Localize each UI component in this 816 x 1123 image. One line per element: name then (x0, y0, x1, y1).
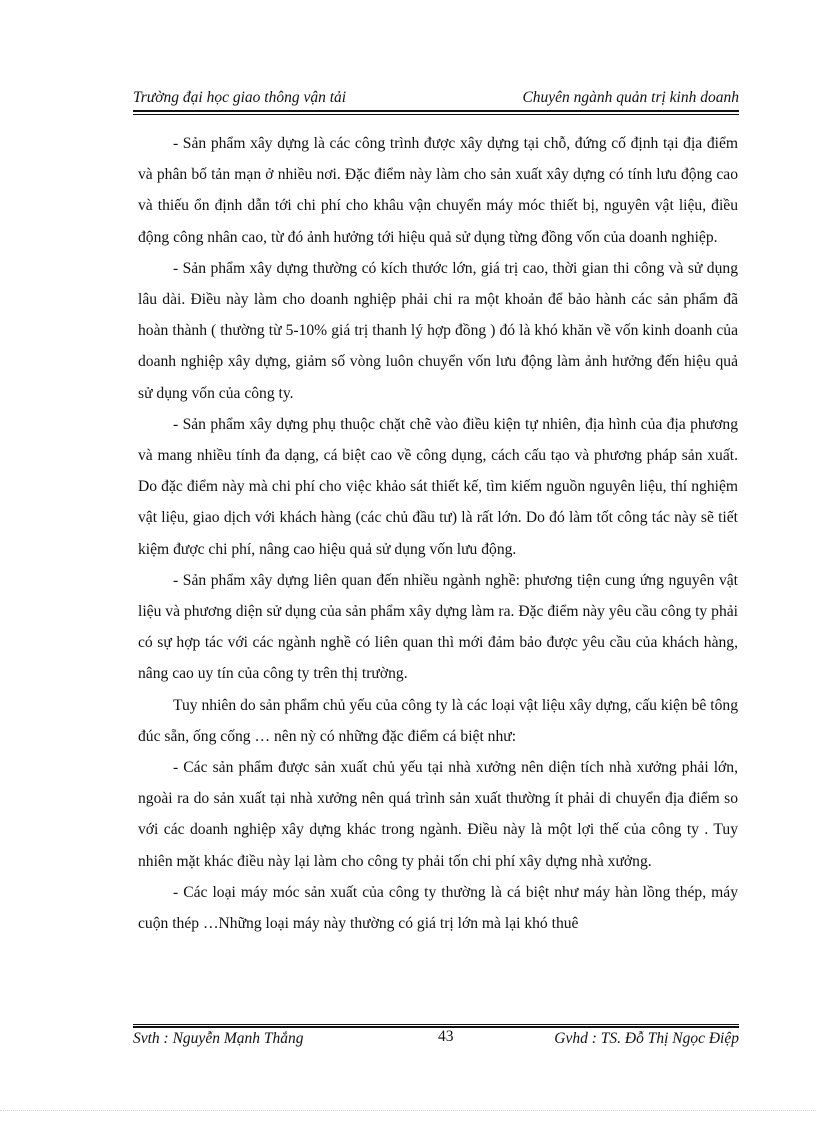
paragraph-1: - Sản phẩm xây dựng là các công trình được xây dựng tại chỗ, đứng cố định tại địa điểm và phân bố tản mạn ở nhiều nơi. Đặc điểm này làm cho sản xuất xây dựng có tính lưu động cao và thiếu ổn định dẫn tới chi phí cho khâu vận chuyển máy móc thiết bị, nguyên vật liệu, điều động công nhân cao, từ đó ảnh hưởng tới hiệu quả sử dụng từng đồng vốn của doanh nghiệp. (138, 135, 738, 246)
footer-rule-thin (133, 1024, 739, 1025)
paragraph-6: - Các sản phẩm được sản xuất chủ yếu tại nhà xưởng nên diện tích nhà xưởng phải lớn, ngoài ra do sản xuất tại nhà xưởng nên quá trình sản xuất thường ít phải di chuyển địa điểm so với các doanh nghiệp xây dựng khác trong ngành. Điều này là một lợi thế của công ty . Tuy nhiên mặt khác điều này lại làm cho công ty phải tốn chi phí xây dựng nhà xưởng. (138, 759, 738, 870)
footer-student: Svth : Nguyễn Mạnh Thắng (133, 1030, 304, 1047)
page-number: 43 (438, 1028, 454, 1045)
paragraph-7: - Các loại máy móc sản xuất của công ty thường là cá biệt như máy hàn lồng thép, máy cuộn thép …Những loại máy này thường có giá trị lớn mà lại khó thuê (138, 883, 738, 933)
paragraph-3: - Sản phẩm xây dựng phụ thuộc chặt chẽ vào điều kiện tự nhiên, địa hình của địa phương và mang nhiều tính đa dạng, cá biệt cao về công dụng, cách cấu tạo và phương pháp sản xuất. Do đặc điểm này mà chi phí cho việc khảo sát thiết kế, tìm kiếm nguồn nguyên liệu, thí nghiệm vật liệu, giao dịch với khách hàng (các chủ đầu tư) là rất lớn. Do đó làm tốt công tác này sẽ tiết kiệm được chi phí, nâng cao hiệu quả sử dụng vốn lưu động. (138, 415, 738, 558)
footer-advisor: Gvhd : TS. Đỗ Thị Ngọc Điệp (554, 1030, 739, 1047)
page-header (133, 86, 739, 110)
paragraph-5: Tuy nhiên do sản phẩm chủ yếu của công ty là các loại vật liệu xây dựng, cấu kiện bê tông đúc sẵn, ống cống … nên nỳ có những đặc điểm cá biệt như: (138, 696, 738, 745)
header-rule-thick (133, 110, 739, 112)
paragraph-4: - Sản phẩm xây dựng liên quan đến nhiều ngành nghề: phương tiện cung ứng nguyên vật liệu và phương diện sử dụng của sản phẩm xây dựng làm ra. Đặc điểm này yêu cầu công ty phải có sự hợp tác với các ngành nghề có liên quan thì mới đảm bảo được yêu cầu của khách hàng, nâng cao uy tín của công ty trên thị trường. (138, 571, 738, 683)
page-footer (133, 1028, 739, 1052)
document-body (138, 128, 738, 939)
header-major: Chuyên ngành quản trị kinh doanh (522, 89, 739, 106)
header-rule-thin (133, 114, 739, 115)
paragraph-2: - Sản phẩm xây dựng thường có kích thước lớn, giá trị cao, thời gian thi công và sử dụng lâu dài. Điều này làm cho doanh nghiệp phải chi ra một khoản để bảo hành các sản phẩm đã hoàn thành ( thường từ 5-10% giá trị thanh lý hợp đồng ) đó là khó khăn về vốn kinh doanh của doanh nghiệp xây dựng, giảm số vòng luôn chuyển vốn lưu động làm ảnh hưởng đến hiệu quả sử dụng vốn của công ty. (138, 259, 738, 402)
page-bottom-dotted-border (0, 1110, 816, 1111)
header-university: Trường đại học giao thông vận tải (133, 89, 347, 106)
